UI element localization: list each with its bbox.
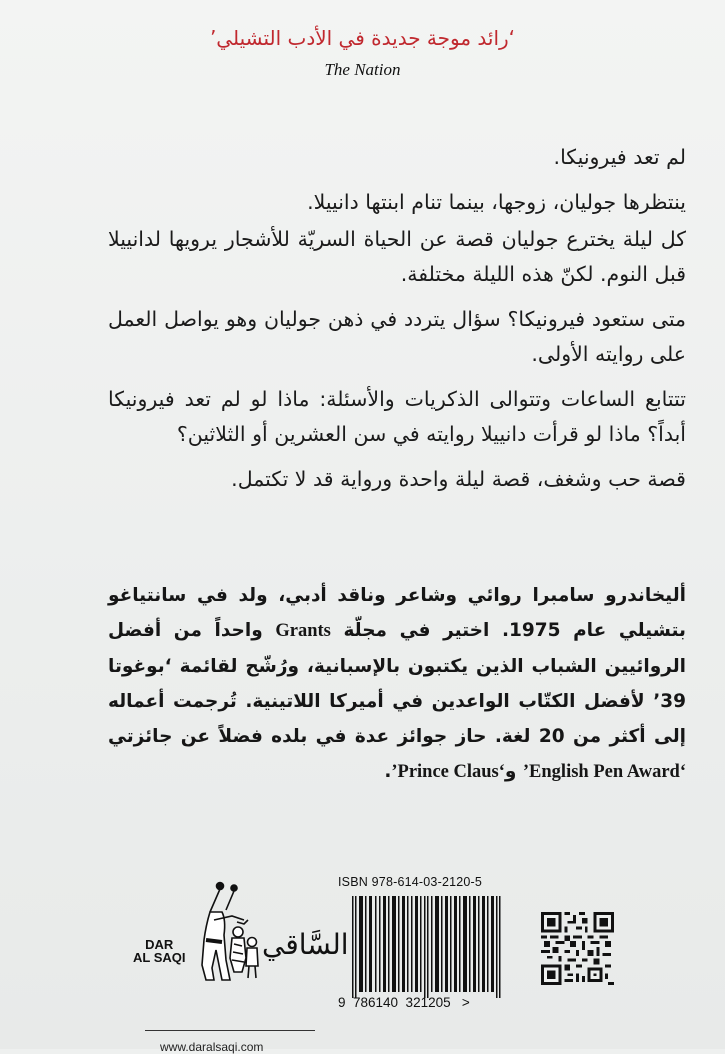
publisher-name-arabic: السَّاقي [262, 928, 349, 961]
publisher-logo [130, 880, 349, 1054]
bio-text: واحداً من أفضل الروائيين الشباب الذين يكتبون بالإسبانية، ورُشّح لقائمة ‘بوغوتا 39’ لأفضل الكتّاب الواعدين في أميركا اللاتينية. تُرجمت أعماله إلى أكثر من 20 لغة. حاز جوائز عدة في بلده فضلاً عن جائزتي [108, 620, 686, 747]
blurb [108, 140, 686, 507]
publisher-name-line: DAR [145, 937, 174, 952]
bio-award-name: ‘English Pen Award’ [522, 762, 686, 782]
barcode-digits: 9 786140 321205 > [338, 995, 470, 1010]
barcode-icon [352, 896, 502, 998]
quote-source: The Nation [324, 60, 401, 79]
qr-code-icon [541, 912, 614, 985]
bio-magazine-name: Grants [275, 621, 331, 641]
bio-text: أليخاندرو سامبرا روائي وشاعر وناقد أدبي، ولد في سانتياغو بتشيلي عام 1975. اختير في مجلّة [108, 585, 687, 641]
blurb-paragraph: كل ليلة يخترع جوليان قصة عن الحياة السريّة للأشجار يرويها لدانييلا قبل النوم. لكنّ هذه الليلة مختلفة. [108, 227, 686, 286]
blurb-paragraph: لم تعد فيرونيكا. [553, 145, 686, 169]
author-bio [108, 578, 686, 790]
bio-text: . [384, 761, 392, 782]
blurb-paragraph: متى ستعود فيرونيكا؟ سؤال يتردد في ذهن جوليان وهو يواصل العمل على روايته الأولى. [108, 307, 686, 366]
publisher-url[interactable]: www.daralsaqi.com [160, 1040, 264, 1054]
blurb-paragraph: ينتظرها جوليان، زوجها، بينما تنام ابنتها دانييلا. [307, 190, 686, 214]
bio-text: و [504, 761, 523, 782]
saqi-figures-icon [192, 880, 262, 999]
bio-award-name: ‘Prince Claus’ [391, 762, 505, 782]
publisher-name-latin [133, 938, 186, 964]
press-quote: ‘رائد موجة جديدة في الأدب التشيلي’ [209, 26, 516, 50]
publisher-name-line: AL SAQI [133, 950, 186, 965]
divider [145, 1030, 315, 1031]
blurb-paragraph: قصة حب وشغف، قصة ليلة واحدة ورواية قد لا تكتمل. [231, 467, 686, 491]
isbn-label: ISBN 978-614-03-2120-5 [338, 875, 483, 889]
isbn-barcode-block [330, 872, 530, 1022]
blurb-paragraph: تتتابع الساعات وتتوالى الذكريات والأسئلة: ماذا لو لم تعد فيرونيكا أبداً؟ ماذا لو قرأت دانييلا روايته في سن العشرين أو الثلاثين؟ [108, 387, 686, 446]
